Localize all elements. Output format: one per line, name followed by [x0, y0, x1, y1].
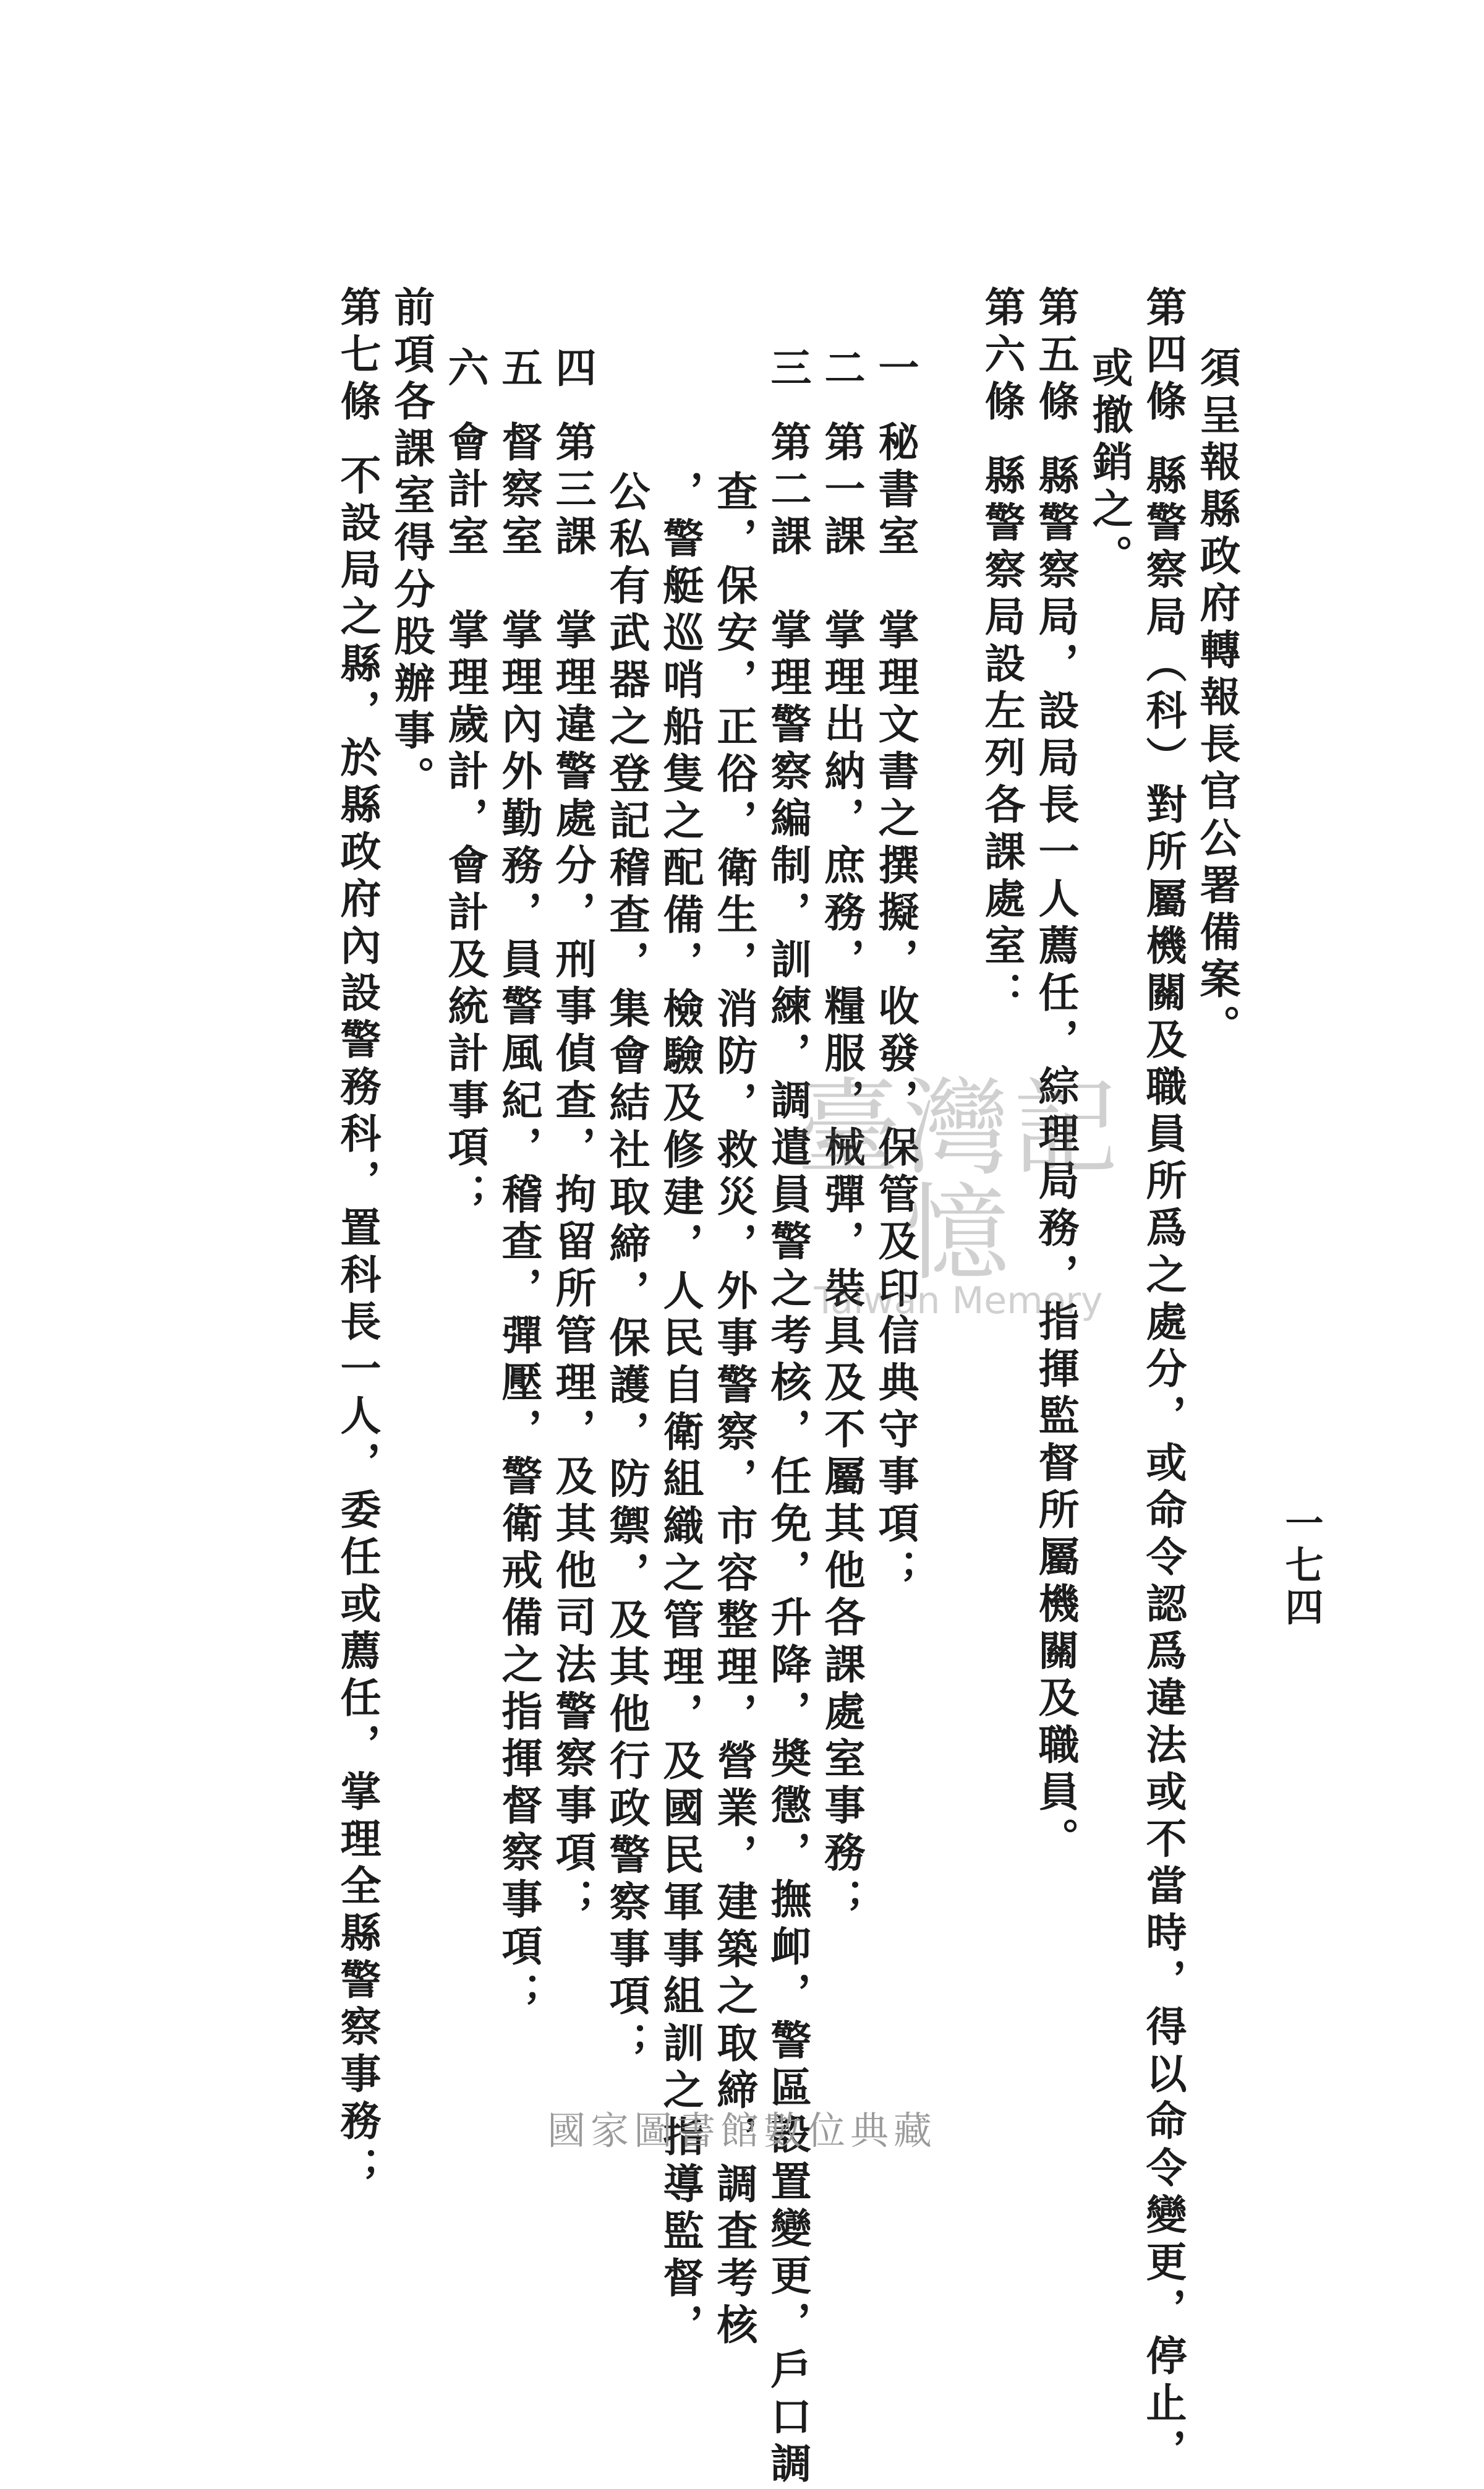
column-lead: 六 [441, 346, 489, 393]
text-column [710, 470, 758, 2350]
text-column [602, 470, 650, 2068]
column-text: 不設局之縣，於縣政府內設警務科，置科長一人，委任或薦任，掌理全縣警察事務； [333, 454, 382, 2193]
column-text: 第一課 掌理出納，庶務，糧服，械彈，裝具及不屬其他各課處室事務； [817, 421, 866, 1925]
watermark-chinese: 臺灣記憶 [795, 1068, 1122, 1295]
column-text: ，警艇巡哨船隻之配備，檢驗及修建，人民自衛組織之管理，及國民軍事組訓之指導監督， [656, 470, 704, 2350]
text-column [548, 346, 597, 1925]
column-text: 督察室 掌理內外勤務，員警風紀，稽查，彈壓，警衛戒備之指揮督察事項； [495, 421, 543, 2019]
column-lead: 第五條 [1031, 286, 1080, 427]
column-lead: 一 [871, 346, 919, 393]
watermark-logo [761, 1068, 1156, 1322]
column-text: 縣警察局，設局長一人薦任，綜理局務，指揮監督所屬機關及職員。 [1031, 454, 1080, 1864]
column-text: 縣警察局（科）對所屬機關及職員所爲之處分，或命令認爲違法或不當時，得以命令變更，停止， [1139, 454, 1187, 2475]
column-text: 會計室 掌理歲計，會計及統計事項； [441, 421, 489, 1220]
column-text: 前項各課室得分股辦事。 [387, 286, 435, 803]
column-lead: 第七條 [333, 286, 382, 427]
column-lead: 第四條 [1139, 286, 1187, 427]
column-lead: 二 [817, 346, 866, 393]
column-text: 第三課 掌理違警處分，刑事偵查，拘留所管理，及其他司法警察事項； [548, 421, 597, 1925]
column-text: 公私有武器之登記稽查，集會結社取締，保護，防禦，及其他行政警察事項； [602, 470, 650, 2068]
text-column [871, 346, 919, 1596]
column-lead: 第六條 [978, 286, 1026, 427]
column-text: 須呈報縣政府轉報長官公署備案。 [1193, 346, 1241, 1052]
text-column [1193, 346, 1241, 1052]
text-column [333, 286, 382, 2193]
page-number: 一七四 [1279, 1503, 1324, 1629]
column-lead: 五 [495, 346, 543, 393]
column-text: 縣警察局設左列各課處室： [978, 454, 1026, 1018]
column-lead: 四 [548, 346, 597, 393]
text-column [764, 346, 812, 2489]
column-text: 或撤銷之。 [1085, 346, 1133, 581]
column-text: 秘書室 掌理文書之撰擬，收發，保管及印信典守事項； [871, 421, 919, 1596]
text-column [656, 470, 704, 2350]
column-text: 查，保安，正俗，衛生，消防，救災，外事警察，市容整理，營業，建築之取締，調査考核 [710, 470, 758, 2350]
text-column [495, 346, 543, 2019]
text-column [1085, 346, 1133, 581]
text-column [387, 286, 435, 803]
column-lead: 三 [764, 346, 812, 393]
footer-credit: 國家圖書館數位典藏 [547, 2108, 937, 2153]
text-column [441, 346, 489, 1220]
watermark-english: Taiwan Memory [814, 1279, 1103, 1322]
text-column [978, 286, 1026, 1018]
column-text: 第二課 掌理警察編制，訓練，調遣員警之考核，任免，升降，奬懲，撫卹，警區設置變更，戶口調 [764, 421, 812, 2489]
